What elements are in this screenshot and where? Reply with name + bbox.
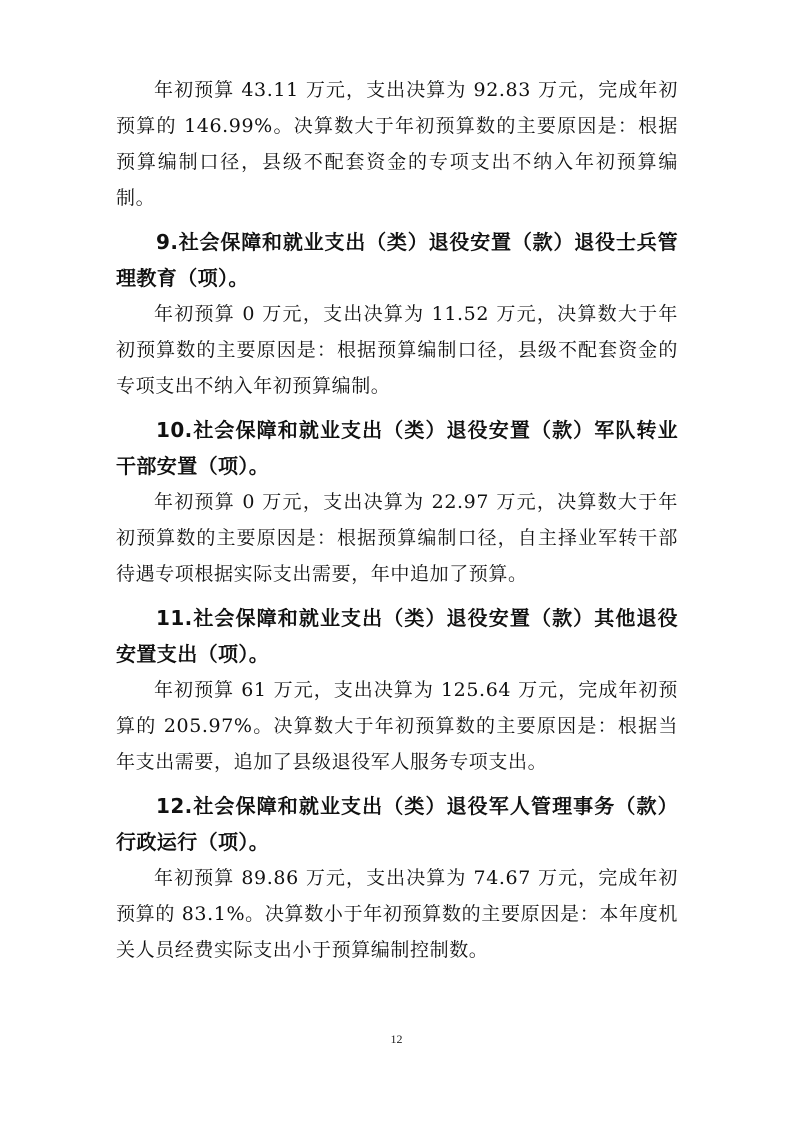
section-heading-9: 9.社会保障和就业支出（类）退役安置（款）退役士兵管理教育（项）。	[116, 230, 678, 290]
page-body	[116, 72, 678, 968]
paragraph-budget-note-12: 年初预算 89.86 万元，支出决算为 74.67 万元，完成年初预算的 83.1%。决算数小于年初预算数的主要原因是：本年度机关人员经费实际支出小于预算编制控制数。	[116, 867, 678, 961]
section-heading-10: 10.社会保障和就业支出（类）退役安置（款）军队转业干部安置（项）。	[116, 418, 678, 478]
section-heading-12: 12.社会保障和就业支出（类）退役军人管理事务（款）行政运行（项）。	[116, 794, 678, 854]
paragraph-budget-note-9: 年初预算 0 万元，支出决算为 11.52 万元，决算数大于年初预算数的主要原因是：根据预算编制口径，县级不配套资金的专项支出不纳入年初预算编制。	[116, 303, 678, 397]
paragraph-budget-note-10: 年初预算 0 万元，支出决算为 22.97 万元，决算数大于年初预算数的主要原因是：根据预算编制口径，自主择业军转干部待遇专项根据实际支出需要，年中追加了预算。	[116, 491, 678, 585]
section-heading-11: 11.社会保障和就业支出（类）退役安置（款）其他退役安置支出（项）。	[116, 606, 678, 666]
page-number: 12	[390, 1032, 403, 1046]
paragraph-budget-note-11: 年初预算 61 万元，支出决算为 125.64 万元，完成年初预算的 205.97%。决算数大于年初预算数的主要原因是：根据当年支出需要，追加了县级退役军人服务专项支出。	[116, 679, 678, 773]
paragraph-budget-note-8: 年初预算 43.11 万元，支出决算为 92.83 万元，完成年初预算的 146.99%。决算数大于年初预算数的主要原因是：根据预算编制口径，县级不配套资金的专项支出不纳入年初预算编制。	[116, 79, 678, 209]
